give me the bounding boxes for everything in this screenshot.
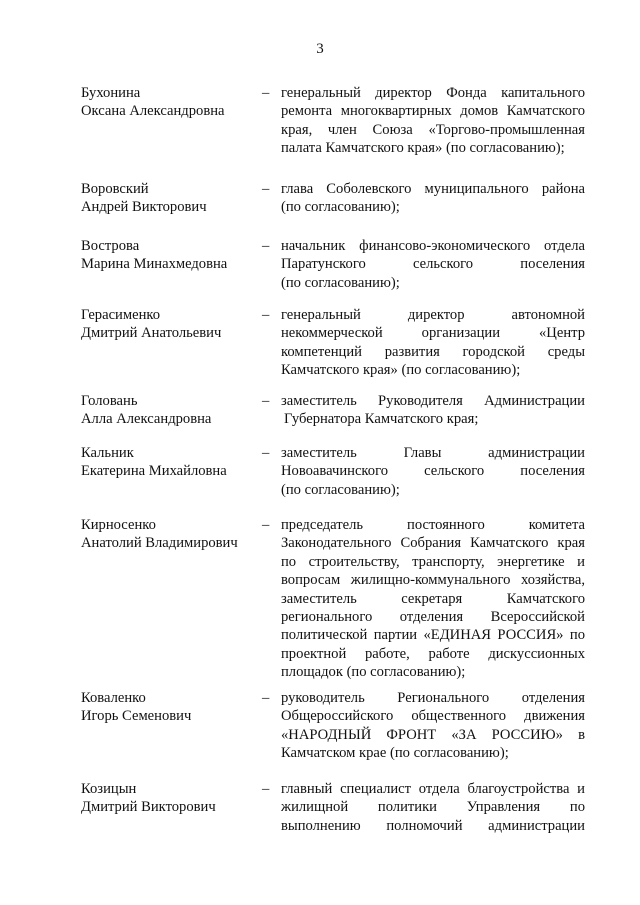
position-line: некоммерческой организации «Центр	[281, 325, 585, 342]
position-line: председатель постоянного комитета	[281, 517, 585, 533]
position-line: Законодательного Собрания Камчатского края	[281, 535, 585, 552]
member-surname: Кирносенко	[81, 517, 156, 533]
position-line: заместитель Руководителя Администрации	[281, 393, 585, 409]
dash-separator: –	[262, 181, 270, 197]
position-line: начальник финансово-экономического отдела	[281, 238, 585, 254]
member-position	[281, 237, 585, 292]
position-line: «НАРОДНЫЙ ФРОНТ «ЗА РОССИЮ» в	[281, 726, 585, 743]
member-given-name: Дмитрий Анатольевич	[81, 325, 222, 342]
position-line: политической партии «ЕДИНАЯ РОССИЯ» по	[281, 627, 585, 644]
dash-separator: –	[262, 517, 270, 533]
dash-separator: –	[262, 781, 270, 797]
member-given-name: Алла Александровна	[81, 411, 212, 428]
member-list	[0, 84, 640, 850]
member-position	[281, 444, 585, 499]
member-given-name: Марина Минахмедовна	[81, 256, 228, 273]
member-surname: Головань	[81, 393, 138, 409]
member-name	[81, 237, 261, 274]
member-surname: Кальник	[81, 445, 134, 461]
member-given-name: Оксана Александровна	[81, 103, 225, 120]
list-item	[0, 180, 640, 237]
member-name	[81, 516, 261, 553]
position-line: компетенций развития городской среды	[281, 343, 585, 360]
position-line: Камчатском крае (по согласованию);	[281, 745, 509, 762]
member-name	[81, 392, 261, 429]
dash-separator: –	[262, 393, 270, 409]
member-given-name: Екатерина Михайловна	[81, 463, 227, 480]
position-line: (по согласованию);	[281, 481, 400, 498]
position-line: (по согласованию);	[281, 274, 400, 291]
page-number: 3	[316, 41, 324, 57]
position-line: главный специалист отдела благоустройства и	[281, 781, 585, 797]
position-line: регионального отделения Всероссийской	[281, 609, 585, 626]
position-line: глава Соболевского муниципального района	[281, 181, 585, 197]
member-position	[281, 516, 585, 682]
list-item	[0, 392, 640, 444]
list-item	[0, 516, 640, 689]
member-name	[81, 444, 261, 481]
dash-separator: –	[262, 307, 270, 323]
member-surname: Бухонина	[81, 85, 141, 101]
dash-separator: –	[262, 238, 270, 254]
dash-separator: –	[262, 85, 270, 101]
position-line: Губернатора Камчатского края;	[284, 411, 479, 428]
position-line: проектной работе, работе дискуссионных	[281, 645, 585, 662]
position-line: вопросам жилищно-коммунального хозяйства,	[281, 572, 585, 589]
position-line: палата Камчатского края» (по согласованию);	[281, 140, 565, 157]
member-surname: Козицын	[81, 781, 137, 797]
position-line: выполнению полномочий администрации	[281, 817, 585, 834]
position-line: генеральный директор автономной	[281, 307, 585, 323]
member-given-name: Игорь Семенович	[81, 708, 192, 725]
list-item	[0, 306, 640, 392]
dash-separator: –	[262, 445, 270, 461]
member-position	[281, 689, 585, 763]
member-surname: Герасименко	[81, 307, 161, 323]
position-line: по строительству, транспорту, энергетике и	[281, 553, 585, 570]
member-surname: Коваленко	[81, 690, 146, 706]
member-surname: Воровский	[81, 181, 149, 197]
member-name	[81, 84, 261, 121]
member-surname: Вострова	[81, 238, 140, 254]
member-position	[281, 306, 585, 380]
position-line: руководитель Регионального отделения	[281, 690, 585, 706]
member-position	[281, 392, 585, 429]
position-line: (по согласованию);	[281, 199, 400, 216]
position-line: площадок (по согласованию);	[281, 664, 466, 681]
member-name	[81, 780, 261, 817]
position-line: ремонта многоквартирных домов Камчатского	[281, 103, 585, 120]
member-name	[81, 180, 261, 217]
dash-separator: –	[262, 690, 270, 706]
position-line: генеральный директор Фонда капитального	[281, 85, 585, 101]
position-line: Камчатского края» (по согласованию);	[281, 362, 521, 379]
position-line: Новоавачинского сельского поселения	[281, 463, 585, 480]
member-position	[281, 780, 585, 835]
member-position	[281, 180, 585, 217]
position-line: Паратунского сельского поселения	[281, 256, 585, 273]
list-item	[0, 780, 640, 850]
member-given-name: Анатолий Владимирович	[81, 535, 238, 552]
member-position	[281, 84, 585, 158]
member-given-name: Дмитрий Викторович	[81, 799, 216, 816]
position-line: заместитель секретаря Камчатского	[281, 590, 585, 607]
list-item	[0, 84, 640, 180]
position-line: края, член Союза «Торгово-промышленная	[281, 121, 585, 138]
list-item	[0, 237, 640, 306]
position-line: жилищной политики Управления по	[281, 799, 585, 816]
position-line: Общероссийского общественного движения	[281, 708, 585, 725]
member-name	[81, 689, 261, 726]
list-item	[0, 689, 640, 780]
list-item	[0, 444, 640, 516]
member-given-name: Андрей Викторович	[81, 199, 207, 216]
position-line: заместитель Главы администрации	[281, 445, 585, 461]
member-name	[81, 306, 261, 343]
